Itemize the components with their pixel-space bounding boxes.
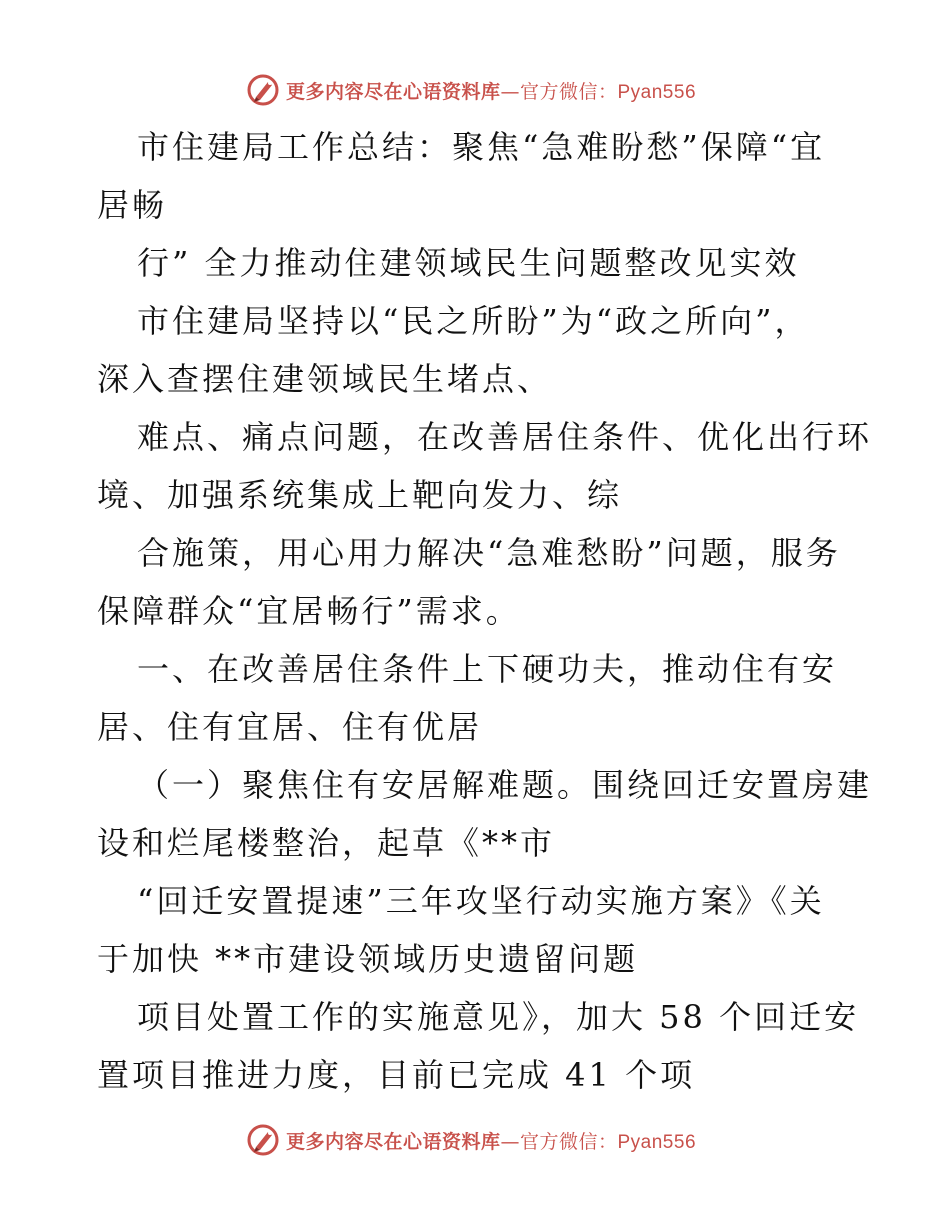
banner-sub: 官方微信： [519,1130,618,1153]
paragraph-line: 置项目推进力度，目前已完成 41 个项 [97,1056,696,1094]
paragraph-line: “回迁安置提速”三年攻坚行动实施方案》《关 [137,882,825,920]
paragraph-line: 合施策，用心用力解决“急难愁盼”问题，服务 [137,534,841,572]
banner-main: 更多内容尽在心语资料库 [285,1130,501,1153]
section-heading-line: 居、住有宜居、住有优居 [97,708,483,746]
banner-id: Pyan556 [617,81,697,103]
paragraph-line: 设和烂尾楼整治，起草《**市 [97,824,556,862]
paragraph-line: 深入查摆住建领域民生堵点、 [97,360,553,398]
paragraph-line: 难点、痛点问题，在改善居住条件、优化出行环 [137,418,873,456]
pen-logo-icon [246,1123,280,1157]
title-line-2: 居畅 [97,186,168,224]
banner-text [286,77,696,104]
banner-dash: — [500,1130,520,1153]
pen-logo-icon [246,73,280,107]
paragraph-line: 市住建局坚持以“民之所盼”为“政之所向”， [137,302,810,340]
paragraph-line: 境、加强系统集成上靶向发力、综 [97,476,623,514]
banner-text [286,1127,696,1154]
paragraph-line: （一）聚焦住有安居解难题。围绕回迁安置房建 [137,766,873,804]
title-line-3: 行” 全力推动住建领域民生问题整改见实效 [137,244,800,282]
watermark-banner-top [0,70,950,110]
banner-dash: — [500,80,520,103]
paragraph-line: 保障群众“宜居畅行”需求。 [97,592,521,630]
title-line-1: 市住建局工作总结：聚焦“急难盼愁”保障“宜 [137,128,826,166]
paragraph-line: 项目处置工作的实施意见》，加大 58 个回迁安 [137,998,860,1036]
banner-main: 更多内容尽在心语资料库 [285,80,501,103]
document-body [97,118,873,1104]
watermark-banner-bottom [0,1120,950,1160]
paragraph-line: 于加快 **市建设领域历史遗留问题 [97,940,639,978]
section-heading-line: 一、在改善居住条件上下硬功夫，推动住有安 [137,650,838,688]
banner-id: Pyan556 [617,1131,697,1153]
banner-sub: 官方微信： [519,80,618,103]
